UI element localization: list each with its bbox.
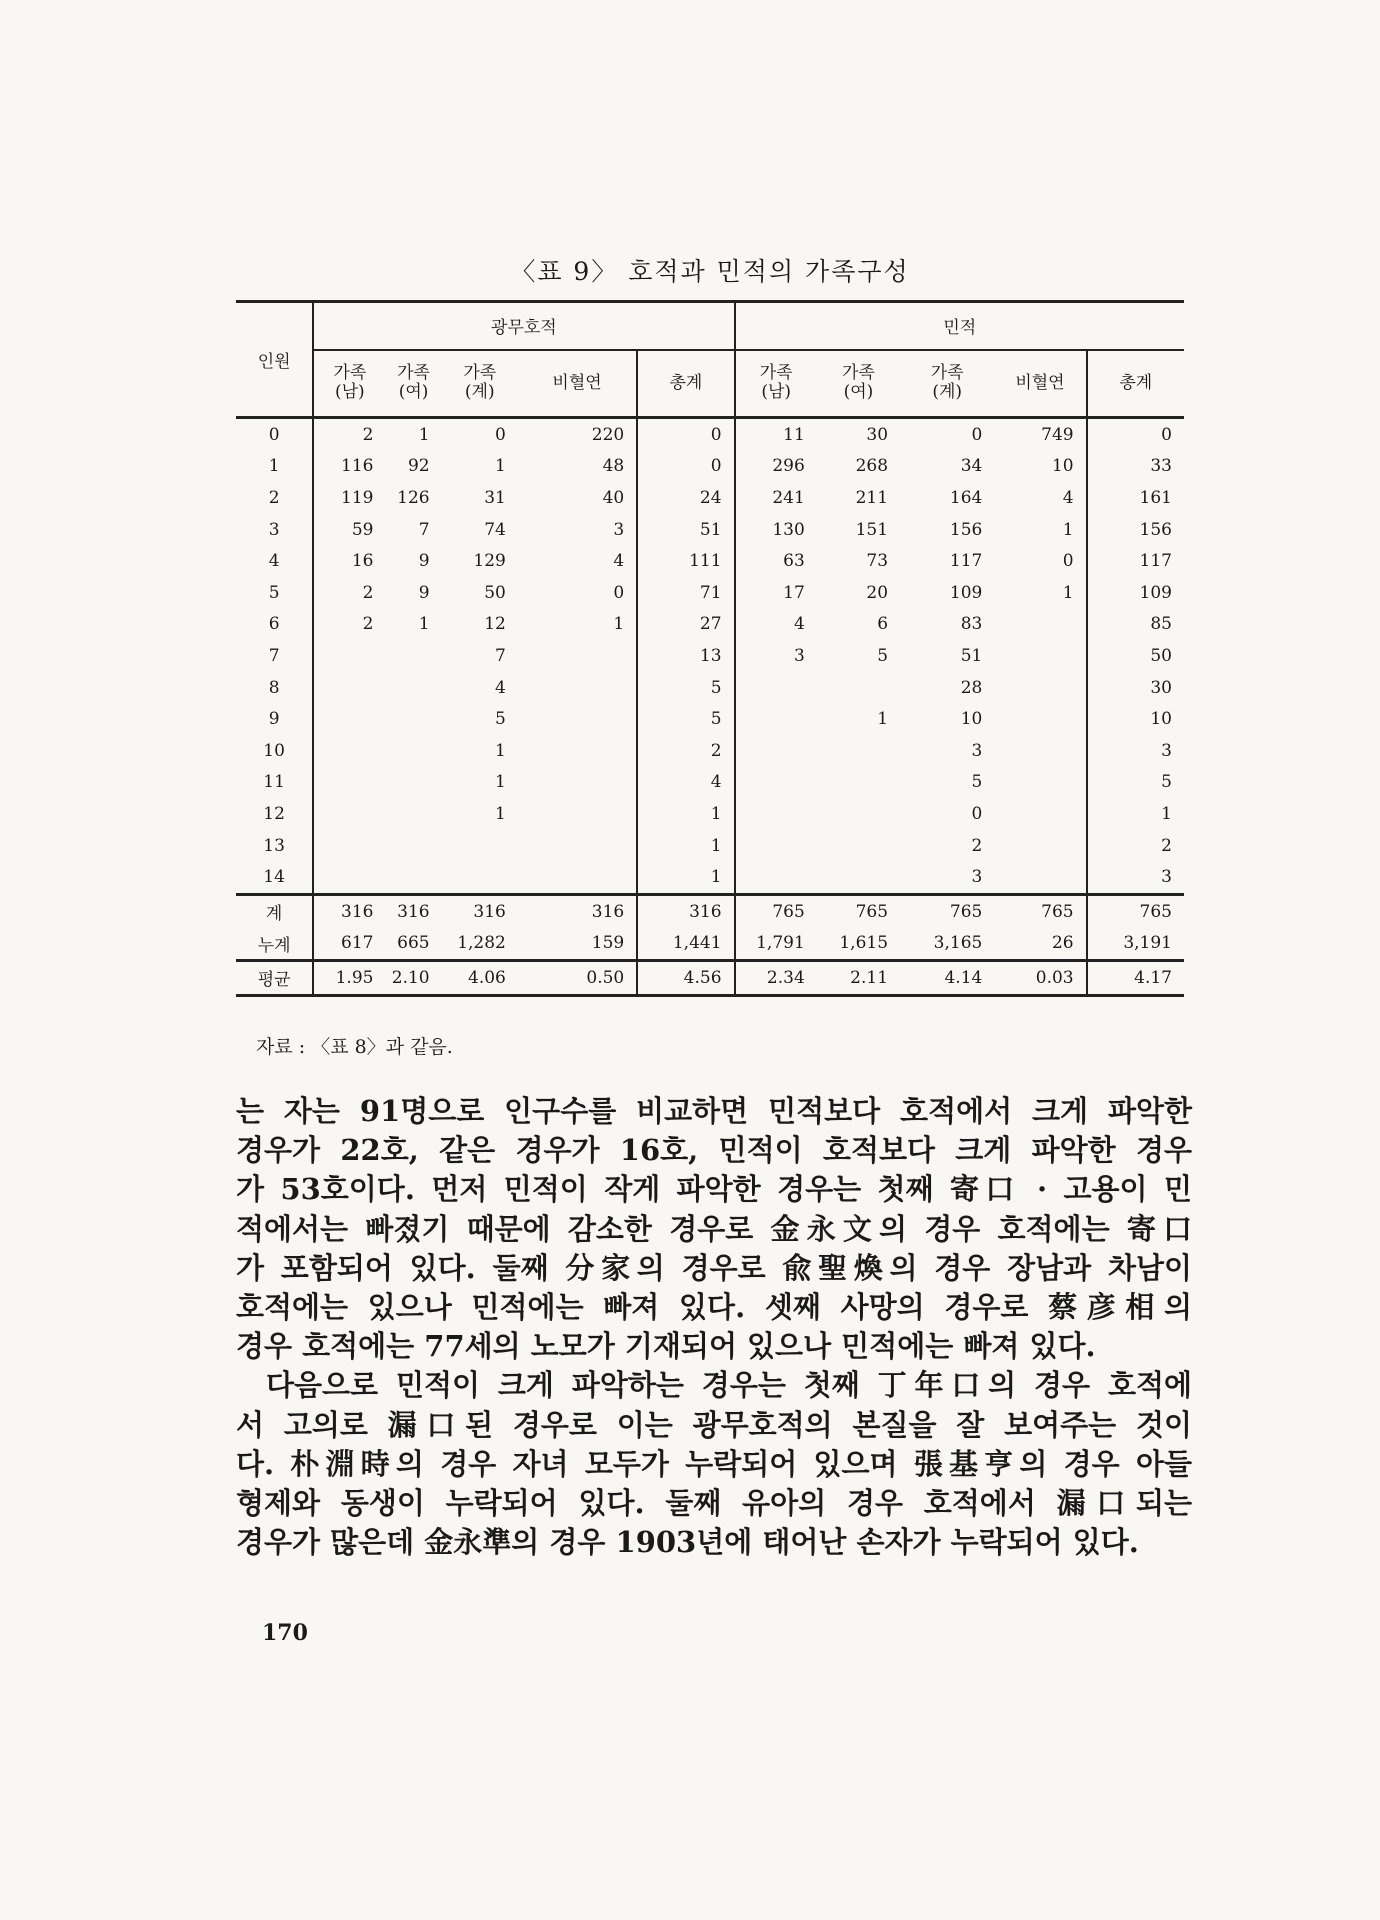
table-row: [236, 514, 1184, 546]
table-cell: 5: [971, 772, 983, 793]
table-cell: 211: [855, 487, 889, 508]
column-header: 총계: [637, 350, 734, 418]
table-cell: 1: [1062, 582, 1074, 603]
table-cell: 6: [877, 614, 889, 635]
column-header: 총계: [1087, 350, 1184, 418]
text-line: 경우 호적에는 77세의 노모가 기재되어 있으나 민적에는 빠져 있다.: [236, 1329, 1096, 1364]
table-cell: [817, 767, 900, 799]
table-cell: 1: [877, 709, 889, 730]
text-line: 경우가 많은데 金永準의 경우 1903년에 태어난 손자가 누락되어 있다.: [236, 1525, 1139, 1560]
table-cell: 111: [637, 545, 734, 577]
row-label: 14: [236, 861, 313, 894]
table-row: [236, 767, 1184, 799]
table-cell: 7: [418, 519, 430, 540]
table-cell: 1.95: [313, 961, 385, 996]
table-cell: 10: [1087, 703, 1184, 735]
table-cell: 3: [971, 740, 983, 761]
table-row: [236, 672, 1184, 704]
table-cell: 33: [1087, 451, 1184, 483]
row-label: 평균: [236, 961, 313, 996]
table-cell: [518, 672, 637, 704]
table-cell: [735, 767, 817, 799]
table-cell: 4.56: [637, 961, 734, 996]
text-line: 다음으로 민적이 크게 파악하는 경우는 첫째 丁年口의 경우 호적에: [266, 1368, 1192, 1403]
table-cell: 51: [960, 645, 983, 666]
table-cell: 5: [1087, 767, 1184, 799]
table-cell: [994, 640, 1086, 672]
table-cell: 7: [495, 645, 506, 666]
table-cell: [313, 830, 385, 862]
row-label: 계: [236, 894, 313, 927]
table-cell: 316: [637, 894, 734, 927]
table-cell: [994, 672, 1086, 704]
table-cell: 1: [1087, 798, 1184, 830]
text-line: 호적에는 있으나 민적에는 빠져 있다. 셋째 사망의 경우로 蔡彦相의: [236, 1289, 1192, 1324]
table-cell: [385, 830, 441, 862]
table-cell: [518, 861, 637, 894]
table-cell: 164: [949, 487, 983, 508]
table-cell: 11: [735, 418, 817, 451]
table-cell: 316: [518, 894, 637, 927]
table-cell: 4: [1062, 487, 1074, 508]
table-cell: 117: [949, 551, 983, 572]
table-cell: [735, 830, 817, 862]
table-row: [236, 735, 1184, 767]
table-cell: 0: [613, 582, 625, 603]
table-row: [236, 418, 1184, 451]
table-cell: [518, 735, 637, 767]
table-cell: 12: [484, 614, 506, 635]
table-cell: [518, 640, 637, 672]
table-cell: 2: [313, 418, 385, 451]
table-cell: [385, 672, 441, 704]
row-label: 3: [236, 514, 313, 546]
table-cell: [313, 767, 385, 799]
table-cell: 109: [949, 582, 983, 603]
table-cell: 2: [971, 835, 983, 856]
table-cell: 765: [735, 894, 817, 927]
text-line: 가 53호이다. 먼저 민적이 작게 파악한 경우는 첫째 寄口 · 고용이 민: [236, 1172, 1192, 1207]
table-cell: 48: [602, 456, 625, 477]
table-cell: 31: [484, 487, 506, 508]
table-cell: 316: [442, 894, 518, 927]
text-line: 경우가 22호, 같은 경우가 16호, 민적이 호적보다 크게 파악한 경우: [236, 1133, 1192, 1168]
table-cell: [994, 767, 1086, 799]
row-label: 11: [236, 767, 313, 799]
table-cell: [518, 767, 637, 799]
table-cell: 50: [1087, 640, 1184, 672]
table-cell: 3,165: [933, 933, 983, 954]
table-cell: [817, 735, 900, 767]
table-cell: [385, 767, 441, 799]
text-line: 서 고의로 漏口된 경우로 이는 광무호적의 본질을 잘 보여주는 것이: [236, 1407, 1192, 1442]
table-cell: 765: [900, 894, 994, 927]
table-row: [236, 609, 1184, 641]
table-cell: 3,191: [1087, 928, 1184, 961]
row-label: 9: [236, 703, 313, 735]
table-cell: 5: [495, 709, 506, 730]
column-header: 가족 (여): [841, 363, 875, 403]
table-cell: 4: [495, 677, 506, 698]
table-cell: [518, 830, 637, 862]
source-note: 자료 : 〈표 8〉과 같음.: [256, 1036, 453, 1058]
table-cell: 24: [637, 482, 734, 514]
row-label: 5: [236, 577, 313, 609]
table-cell: [994, 609, 1086, 641]
column-header: 비혈연: [1015, 372, 1065, 393]
table-cell: 0.50: [518, 961, 637, 996]
row-label: 6: [236, 609, 313, 641]
table-cell: [385, 798, 441, 830]
table-cell: 749: [994, 418, 1086, 451]
table-cell: 161: [1087, 482, 1184, 514]
table-cell: 2: [362, 614, 374, 635]
table-cell: 119: [341, 487, 374, 508]
table-cell: 2: [362, 582, 374, 603]
table-cell: [442, 830, 518, 862]
table-cell: 765: [994, 894, 1086, 927]
table-cell: 2: [1087, 830, 1184, 862]
table-cell: 0.03: [994, 961, 1086, 996]
table-cell: 5: [637, 672, 734, 704]
table-cell: 9: [418, 582, 430, 603]
table-cell: 4.06: [442, 961, 518, 996]
table-cell: 1: [495, 740, 506, 761]
table-cell: [817, 798, 900, 830]
table-cell: 1: [637, 861, 734, 894]
table-cell: 156: [949, 519, 983, 540]
table-cell: [385, 703, 441, 735]
table-cell: 156: [1087, 514, 1184, 546]
table-cell: [817, 672, 900, 704]
table-cell: [518, 703, 637, 735]
page-number: 170: [262, 1620, 308, 1646]
row-label: 0: [236, 418, 313, 451]
column-header: 비혈연: [552, 372, 602, 393]
table-cell: 4.17: [1087, 961, 1184, 996]
table-cell: 0: [442, 418, 518, 451]
row-label: 13: [236, 830, 313, 862]
table-cell: 28: [960, 677, 983, 698]
table-row: [236, 894, 1184, 927]
table-cell: 1: [495, 772, 506, 793]
table-cell: 83: [960, 614, 983, 635]
table-cell: [735, 735, 817, 767]
table-cell: 92: [407, 456, 430, 477]
table-row: [236, 482, 1184, 514]
table-cell: 0: [637, 418, 734, 451]
table-cell: [442, 861, 518, 894]
table-cell: [994, 703, 1086, 735]
column-header: 가족 (여): [397, 363, 430, 403]
table-cell: 665: [397, 933, 430, 954]
table-cell: 765: [817, 894, 900, 927]
table-cell: [385, 640, 441, 672]
table-cell: 1,615: [839, 933, 889, 954]
table-cell: 4: [637, 767, 734, 799]
text-line: 는 자는 91명으로 인구수를 비교하면 민적보다 호적에서 크게 파악한: [236, 1094, 1192, 1128]
table-cell: [735, 703, 817, 735]
table-cell: 1: [385, 418, 441, 451]
table-cell: 2.11: [817, 961, 900, 996]
table-cell: 27: [637, 609, 734, 641]
table-cell: 0: [1062, 551, 1074, 572]
table-cell: 30: [817, 418, 900, 451]
table-cell: 1,441: [637, 928, 734, 961]
table-row: [236, 451, 1184, 483]
table-cell: 63: [735, 545, 817, 577]
table-cell: 0: [637, 451, 734, 483]
table-cell: [313, 703, 385, 735]
table-cell: [994, 830, 1086, 862]
row-label: 2: [236, 482, 313, 514]
table-cell: 126: [397, 487, 430, 508]
table-cell: 71: [637, 577, 734, 609]
table-row: [236, 830, 1184, 862]
table-row: [236, 961, 1184, 996]
row-label: 누계: [236, 928, 313, 961]
table-cell: 765: [1087, 894, 1184, 927]
text-line: 적에서는 빠졌기 때문에 감소한 경우로 金永文의 경우 호적에는 寄口: [236, 1211, 1192, 1246]
row-header: 인원: [236, 302, 313, 418]
table-cell: 0: [900, 418, 994, 451]
table-cell: 50: [484, 582, 506, 603]
column-header: 가족 (계): [463, 363, 497, 403]
table-row: [236, 545, 1184, 577]
table-cell: 34: [960, 456, 983, 477]
table-cell: 10: [960, 709, 983, 730]
table-cell: 9: [418, 551, 430, 572]
table-cell: 241: [735, 482, 817, 514]
table-cell: 5: [877, 645, 889, 666]
table-cell: 130: [735, 514, 817, 546]
table-cell: [735, 672, 817, 704]
table-row: [236, 928, 1184, 961]
table-cell: [994, 798, 1086, 830]
table-cell: 4: [735, 609, 817, 641]
table-cell: 117: [1087, 545, 1184, 577]
table-cell: 1: [1062, 519, 1074, 540]
table-cell: 3: [735, 640, 817, 672]
table-cell: 0: [971, 803, 983, 824]
table-cell: [313, 861, 385, 894]
table-cell: 3: [613, 519, 625, 540]
table-cell: 85: [1087, 609, 1184, 641]
table-cell: 1,791: [735, 928, 817, 961]
table-cell: 73: [866, 551, 889, 572]
group-header-hojeok: 광무호적: [313, 302, 734, 350]
row-label: 7: [236, 640, 313, 672]
table-cell: 151: [855, 519, 889, 540]
table-cell: 1,282: [457, 933, 506, 954]
table-row: [236, 861, 1184, 894]
table-cell: 1: [613, 614, 625, 635]
table-cell: 316: [385, 894, 441, 927]
table-cell: 40: [602, 487, 625, 508]
table-cell: 159: [591, 933, 625, 954]
table-cell: 16: [351, 551, 374, 572]
table-cell: [313, 798, 385, 830]
table-cell: [518, 798, 637, 830]
table-cell: [735, 798, 817, 830]
table-cell: 1: [495, 456, 506, 477]
table-cell: [817, 861, 900, 894]
table-cell: 220: [518, 418, 637, 451]
table-cell: 2.10: [385, 961, 441, 996]
row-label: 4: [236, 545, 313, 577]
table-row: [236, 640, 1184, 672]
table-cell: 1: [495, 803, 506, 824]
table-cell: 3: [1087, 735, 1184, 767]
table-cell: [313, 640, 385, 672]
table-cell: 617: [341, 933, 374, 954]
column-header: 가족 (남): [333, 363, 367, 403]
family-composition-table: [236, 300, 1184, 997]
table-cell: 4.14: [900, 961, 994, 996]
table-cell: 30: [1087, 672, 1184, 704]
row-label: 8: [236, 672, 313, 704]
table-cell: 316: [313, 894, 385, 927]
table-cell: 2: [637, 735, 734, 767]
table-cell: 5: [637, 703, 734, 735]
table-cell: 296: [735, 451, 817, 483]
row-label: 12: [236, 798, 313, 830]
table-cell: 1: [418, 614, 430, 635]
table-cell: 116: [341, 456, 374, 477]
table-cell: 26: [1051, 933, 1074, 954]
table-cell: 17: [735, 577, 817, 609]
column-header: 가족 (남): [735, 350, 817, 418]
table-cell: 20: [866, 582, 889, 603]
table-row: [236, 577, 1184, 609]
table-caption: 〈표 9〉 호적과 민적의 가족구성: [510, 257, 910, 286]
table-cell: 13: [637, 640, 734, 672]
table-cell: 3: [971, 867, 983, 888]
group-header-minjeok: 민적: [735, 302, 1184, 350]
table-cell: 51: [637, 514, 734, 546]
table-cell: 0: [1087, 418, 1184, 451]
table-cell: [735, 861, 817, 894]
table-cell: 268: [855, 456, 889, 477]
table-cell: 10: [1051, 456, 1074, 477]
table-row: [236, 703, 1184, 735]
table-cell: 59: [351, 519, 374, 540]
table-cell: [994, 861, 1086, 894]
table-row: [236, 798, 1184, 830]
table-cell: [313, 735, 385, 767]
text-line: 가 포함되어 있다. 둘째 分家의 경우로 兪聖煥의 경우 장남과 차남이: [236, 1250, 1192, 1285]
table-cell: [817, 830, 900, 862]
column-header: 가족 (계): [930, 363, 964, 403]
table-cell: 109: [1087, 577, 1184, 609]
text-line: 다. 朴淵時의 경우 자녀 모두가 누락되어 있으며 張基亨의 경우 아들: [236, 1446, 1192, 1481]
table-cell: 2.34: [735, 961, 817, 996]
row-label: 1: [236, 451, 313, 483]
row-label: 10: [236, 735, 313, 767]
table-cell: 129: [473, 551, 506, 572]
table-cell: 1: [637, 830, 734, 862]
table-cell: 1: [637, 798, 734, 830]
table-cell: 4: [613, 551, 625, 572]
table-cell: [385, 861, 441, 894]
table-cell: [385, 735, 441, 767]
table-cell: [994, 735, 1086, 767]
table-cell: 3: [1087, 861, 1184, 894]
table-cell: 74: [484, 519, 506, 540]
table-cell: [313, 672, 385, 704]
body-text: [236, 1092, 1192, 1562]
text-line: 형제와 동생이 누락되어 있다. 둘째 유아의 경우 호적에서 漏口되는: [236, 1485, 1192, 1520]
